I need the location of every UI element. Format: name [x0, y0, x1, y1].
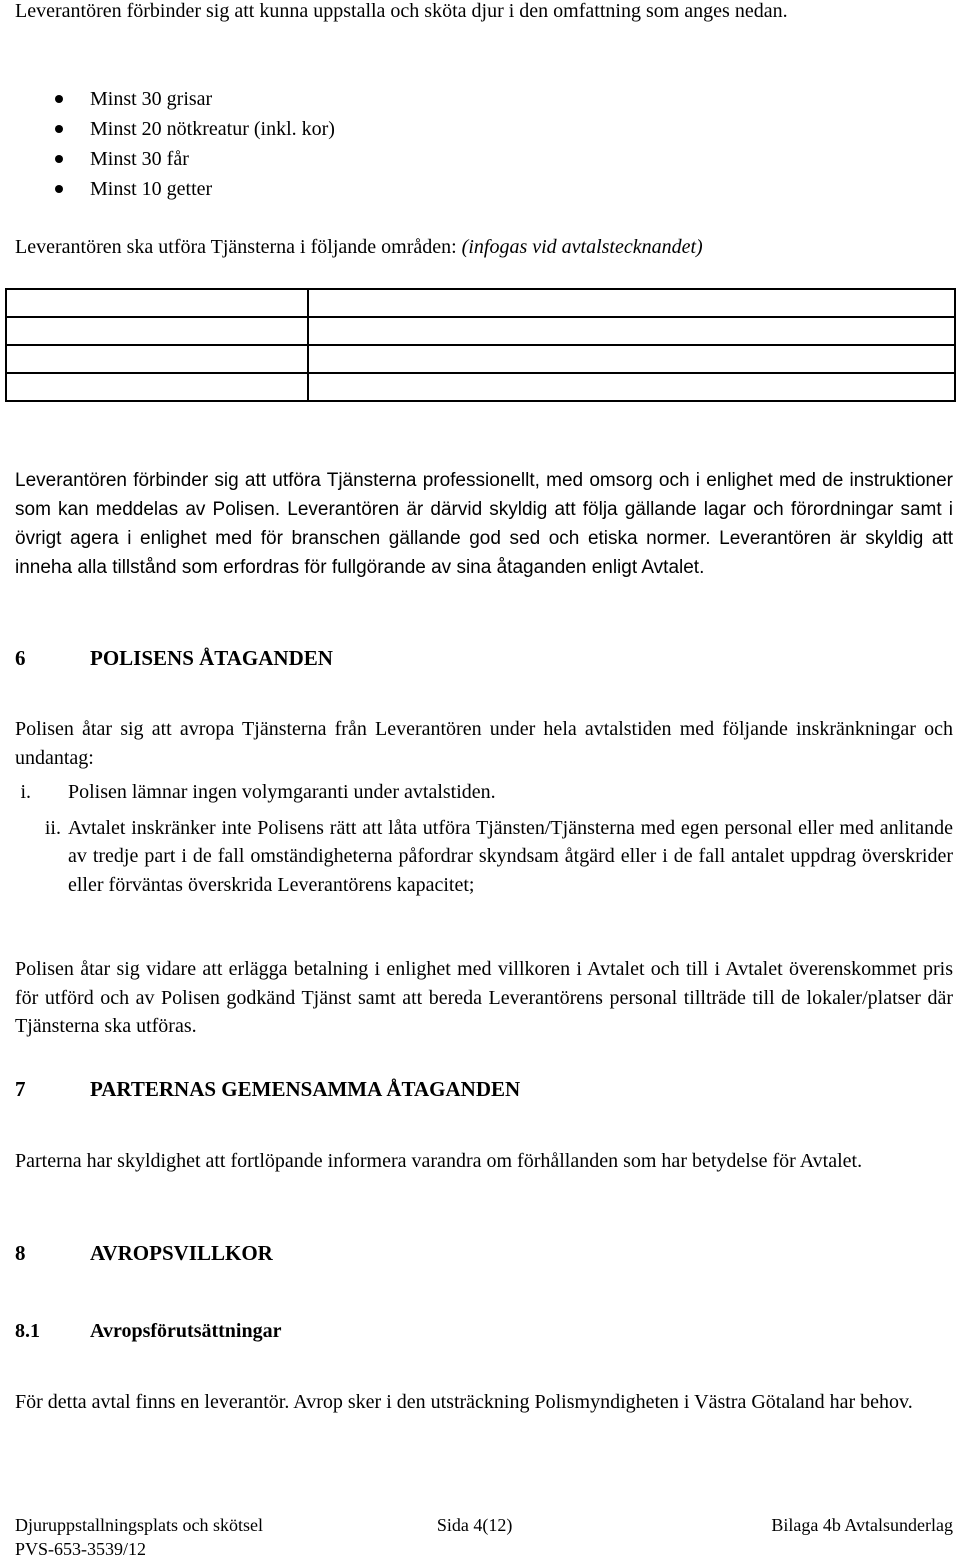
list-item: ii. Avtalet inskränker inte Polisens rätt att låta utföra Tjänsten/Tjänsterna med egen personal eller med anlitande av tredje part i de fall omständigheterna påfordrar skyndsam åtgärd eller i de fall antalet uppdrag överskrider eller förväntas överskrida Leverantörens kapacitet; [44, 816, 953, 896]
table-cell [6, 317, 308, 345]
page-number: Sida 4(12) [436, 1515, 513, 1535]
bullet-icon [55, 185, 63, 193]
section-heading-6: 6 POLISENS ÅTAGANDEN [15, 646, 333, 670]
intro-paragraph: Leverantören förbinder sig att kunna uppstalla och sköta djur i den omfattning som anges nedan. [15, 0, 788, 22]
table-row [6, 373, 955, 401]
footer-attachment: Bilaga 4b Avtalsunderlag [771, 1515, 953, 1535]
areas-note: (infogas vid avtalstecknandet) [461, 236, 703, 258]
list-item: Minst 30 grisar [15, 84, 335, 114]
section-heading-8-1: 8.1 Avropsförutsättningar [15, 1320, 282, 1342]
section81-text: För detta avtal finns en leverantör. Avrop sker i den utsträckning Polismyndigheten i Västra Götaland har behov. [15, 1391, 913, 1413]
list-item: Minst 10 getter [15, 174, 335, 204]
table-row [6, 345, 955, 373]
section6-closing: Polisen åtar sig vidare att erlägga betalning i enlighet med villkoren i Avtalet och till i Avtalet överenskommet pris för utförd och av Polisen godkänd Tjänst samt att bereda Leverantörens personal tillträde till de lokaler/platser där Tjänsterna ska utföras. [15, 958, 953, 1037]
list-item: i. Polisen lämnar ingen volymgaranti under avtalstiden. [20, 781, 496, 803]
table-cell [6, 345, 308, 373]
footer-reference: PVS-653-3539/12 [15, 1539, 147, 1559]
professional-paragraph: Leverantören förbinder sig att utföra Tjänsterna professionellt, med omsorg och i enlighet med de instruktioner som kan meddelas av Polisen. Leverantören är därvid skyldig att följa gällande lagar och förordningar samt i övrigt agera i enlighet med för branschen gällande god sed och etiska normer. Leverantören är skyldig att inneha alla tillstånd som erfordras för fullgörande av sina åtaganden enligt Avtalet. [15, 470, 953, 578]
areas-paragraph: Leverantören ska utföra Tjänsterna i följande områden: (infogas vid avtalstecknandet) [15, 236, 703, 258]
bullet-icon [55, 95, 63, 103]
section6-list [15, 778, 953, 899]
table-cell [308, 317, 955, 345]
section7-text: Parterna har skyldighet att fortlöpande informera varandra om förhållanden som har betydelse för Avtalet. [15, 1150, 863, 1172]
section-heading-8: 8 AVROPSVILLKOR [15, 1241, 273, 1265]
section6-intro: Polisen åtar sig att avropa Tjänsterna från Leverantören under hela avtalstiden med följande inskränkningar och undantag: [15, 718, 953, 769]
table-row [6, 289, 955, 317]
footer-title: Djuruppstallningsplats och skötsel [15, 1515, 263, 1535]
table-cell [6, 289, 308, 317]
table-cell [6, 373, 308, 401]
page-footer [15, 1513, 953, 1561]
table-cell [308, 373, 955, 401]
list-item: Minst 30 får [15, 144, 335, 174]
bullet-icon [55, 155, 63, 163]
list-item: Minst 20 nötkreatur (inkl. kor) [15, 114, 335, 144]
table-cell [308, 289, 955, 317]
bullet-icon [55, 125, 63, 133]
areas-table [5, 288, 956, 402]
section-heading-7: 7 PARTERNAS GEMENSAMMA ÅTAGANDEN [15, 1077, 521, 1101]
table-row [6, 317, 955, 345]
animal-list [15, 84, 335, 204]
table-cell [308, 345, 955, 373]
